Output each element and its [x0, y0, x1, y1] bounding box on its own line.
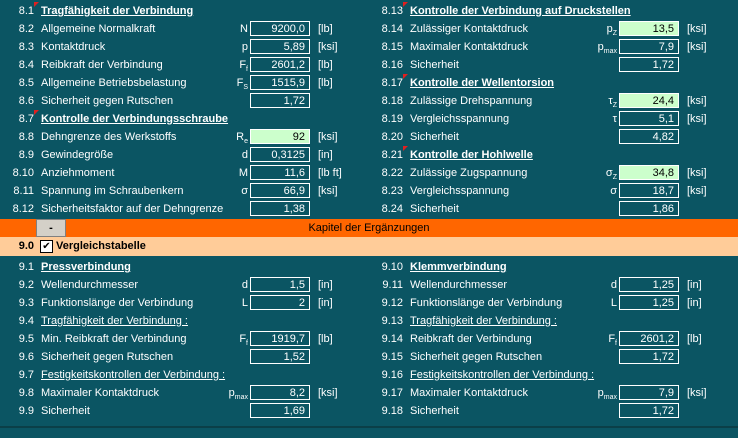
row-label: Min. Reibkraft der Verbindung	[41, 333, 187, 345]
row-number: 8.15	[381, 41, 403, 53]
symbol-subscript: Z	[612, 102, 617, 110]
row-number: 9.15	[381, 351, 403, 363]
value-cell: 7,9	[619, 39, 679, 54]
row-9-4	[0, 312, 369, 330]
row-9-17	[369, 384, 738, 402]
section-heading: Kontrolle der Verbindung auf Druckstellen	[410, 5, 631, 17]
unit-label: [in]	[687, 279, 702, 291]
row-label: Maximaler Kontaktdruck	[410, 387, 528, 399]
row-8-8	[0, 128, 369, 146]
row-number: 9.10	[381, 261, 403, 273]
row-label: Vergleichsspannung	[410, 185, 510, 197]
symbol-main: σ	[605, 167, 613, 179]
value-cell: 1,5	[250, 277, 310, 292]
section-heading: Pressverbindung	[41, 261, 131, 273]
symbol-subscript: Z	[612, 30, 617, 38]
symbol	[212, 20, 248, 38]
symbol	[212, 146, 248, 164]
symbol-main: τ	[612, 113, 617, 125]
value-cell: 1,72	[619, 403, 679, 418]
symbol-main: p	[606, 23, 613, 35]
row-number: 9.5	[18, 333, 34, 345]
row-8-3	[0, 38, 369, 56]
value-cell: 7,9	[619, 385, 679, 400]
row-number: 9.17	[381, 387, 403, 399]
value-cell: 1,72	[619, 57, 679, 72]
comment-marker-icon[interactable]	[34, 2, 39, 7]
row-9-13	[369, 312, 738, 330]
row-label: Sicherheit	[410, 131, 459, 143]
unit-label: [in]	[318, 297, 333, 309]
symbol-main: L	[241, 297, 248, 309]
symbol	[581, 110, 617, 128]
row-number: 9.7	[18, 369, 34, 381]
value-cell: 1,25	[619, 277, 679, 292]
symbol	[212, 276, 248, 294]
symbol-main: F	[608, 333, 616, 345]
row-label: Anziehmoment	[41, 167, 115, 179]
row-number: 9.3	[18, 297, 34, 309]
comment-marker-icon[interactable]	[403, 146, 408, 151]
value-input[interactable]: 13,5	[619, 21, 679, 36]
row-number: 8.16	[381, 59, 403, 71]
row-label: Sicherheit gegen Rutschen	[410, 351, 543, 363]
row-number: 8.3	[18, 41, 34, 53]
symbol-subscript: max	[234, 394, 248, 402]
value-input[interactable]: 92	[250, 129, 310, 144]
row-9-10	[369, 258, 738, 276]
symbol	[212, 164, 248, 182]
row-9-11	[369, 276, 738, 294]
row-label: Maximaler Kontaktdruck	[410, 41, 528, 53]
value-input[interactable]: 34,8	[619, 165, 679, 180]
row-9-9	[0, 402, 369, 420]
row-8-22	[369, 164, 738, 182]
value-cell: 0,3125	[250, 147, 310, 162]
value-cell: 1,25	[619, 295, 679, 310]
row-9-18	[369, 402, 738, 420]
row-number: 8.18	[381, 95, 403, 107]
unit-label: [ksi]	[318, 387, 338, 399]
symbol-main: σ	[241, 185, 248, 197]
unit-label: [lb ft]	[318, 167, 342, 179]
symbol-main: F	[239, 59, 247, 71]
symbol	[212, 294, 248, 312]
row-8-17	[369, 74, 738, 92]
row-8-7	[0, 110, 369, 128]
row-8-16	[369, 56, 738, 74]
unit-label: [lb]	[318, 23, 333, 35]
row-number: 9.2	[18, 279, 34, 291]
symbol-main: L	[610, 297, 617, 309]
unit-label: [ksi]	[318, 41, 338, 53]
row-8-6	[0, 92, 369, 110]
unit-label: [lb]	[687, 333, 702, 345]
symbol-main: p	[228, 387, 235, 399]
row-number: 9.14	[381, 333, 403, 345]
symbol-main: F	[236, 77, 244, 89]
row-8-12	[0, 200, 369, 218]
row-9-15	[369, 348, 738, 366]
unit-label: [ksi]	[687, 95, 707, 107]
row-number: 8.14	[381, 23, 403, 35]
symbol-subscript: f	[615, 340, 617, 348]
section-heading: Festigkeitskontrollen der Verbindung :	[410, 369, 595, 381]
row-label: Spannung im Schraubenkern	[41, 185, 184, 197]
chapter-bar: Kapitel der Ergänzungen	[0, 219, 738, 237]
row-label: Kontaktdruck	[41, 41, 106, 53]
unit-label: [ksi]	[687, 41, 707, 53]
row-8-2	[0, 20, 369, 38]
unit-label: [ksi]	[687, 167, 707, 179]
row-number: 8.12	[12, 203, 34, 215]
value-cell: 4,82	[619, 129, 679, 144]
row-label: Sicherheit gegen Rutschen	[41, 95, 174, 107]
row-number: 9.12	[381, 297, 403, 309]
row-label: Sicherheit	[410, 203, 459, 215]
row-number: 8.21	[381, 149, 403, 161]
symbol-subscript: max	[603, 48, 617, 56]
symbol-main: d	[610, 279, 617, 291]
row-number: 8.11	[13, 185, 34, 197]
row-8-5	[0, 74, 369, 92]
row-number: 8.13	[381, 5, 403, 17]
row-label: Sicherheit	[41, 405, 90, 417]
row-number: 8.5	[18, 77, 34, 89]
value-cell: 11,6	[250, 165, 310, 180]
symbol-main: p	[597, 387, 604, 399]
row-8-19	[369, 110, 738, 128]
symbol	[581, 182, 617, 200]
symbol-subscript: Z	[612, 174, 617, 182]
section-heading: Tragfähigkeit der Verbindung :	[410, 315, 557, 327]
row-label: Sicherheit	[410, 59, 459, 71]
row-number: 9.13	[381, 315, 403, 327]
symbol-main: τ	[608, 95, 613, 107]
section-heading: Kontrolle der Wellentorsion	[410, 77, 555, 89]
row-8-23	[369, 182, 738, 200]
row-9-5	[0, 330, 369, 348]
symbol-subscript: f	[246, 66, 248, 74]
row-number: 9.11	[382, 279, 403, 291]
unit-label: [lb]	[318, 77, 333, 89]
symbol-main: p	[597, 41, 604, 53]
vergleichstabelle-row	[0, 237, 738, 256]
row-label: Allgemeine Betriebsbelastung	[41, 77, 187, 89]
section-heading: Klemmverbindung	[410, 261, 507, 273]
value-cell: 1,38	[250, 201, 310, 216]
value-cell: 1515,9	[250, 75, 310, 90]
value-cell: 1,72	[619, 349, 679, 364]
row-label: Sicherheit gegen Rutschen	[41, 351, 174, 363]
value-cell: 2601,2	[250, 57, 310, 72]
symbol-main: F	[239, 333, 247, 345]
symbol-main: R	[236, 131, 245, 143]
row-label: Gewindegröße	[41, 149, 114, 161]
row-8-21	[369, 146, 738, 164]
row-label: Maximaler Kontaktdruck	[41, 387, 159, 399]
value-cell: 2601,2	[619, 331, 679, 346]
row-8-4	[0, 56, 369, 74]
section-heading: Tragfähigkeit der Verbindung :	[41, 315, 188, 327]
row-number: 9.16	[381, 369, 403, 381]
row-label: Zulässige Drehspannung	[410, 95, 533, 107]
row-number: 9.18	[381, 405, 403, 417]
row-9-6	[0, 348, 369, 366]
row-number: 9.6	[18, 351, 34, 363]
row-number: 8.23	[381, 185, 403, 197]
comment-marker-icon[interactable]	[34, 110, 39, 115]
row-8-18	[369, 92, 738, 110]
symbol-main: M	[238, 167, 248, 179]
unit-label: [lb]	[318, 333, 333, 345]
row-8-11	[0, 182, 369, 200]
row-number: 9.0	[18, 240, 34, 252]
symbol-subscript: max	[603, 394, 617, 402]
row-label: Dehngrenze des Werkstoffs	[41, 131, 177, 143]
unit-label: [ksi]	[687, 185, 707, 197]
unit-label: [ksi]	[687, 387, 707, 399]
row-number: 8.22	[381, 167, 403, 179]
value-cell: 5,89	[250, 39, 310, 54]
row-label: Reibkraft der Verbindung	[41, 59, 163, 71]
row-9-7	[0, 366, 369, 384]
value-cell: 1,86	[619, 201, 679, 216]
unit-label: [ksi]	[318, 131, 338, 143]
section-heading: Kontrolle der Hohlwelle	[410, 149, 533, 161]
row-label: Funktionslänge der Verbindung	[410, 297, 563, 309]
row-number: 8.20	[381, 131, 403, 143]
row-number: 9.4	[18, 315, 34, 327]
value-cell: 1919,7	[250, 331, 310, 346]
row-8-20	[369, 128, 738, 146]
section-heading: Kontrolle der Verbindungsschraube	[41, 113, 229, 125]
row-label: Sicherheit	[410, 405, 459, 417]
sheet-bottom-border	[0, 426, 738, 438]
symbol-main: d	[241, 279, 248, 291]
row-8-9	[0, 146, 369, 164]
symbol-main: σ	[610, 185, 617, 197]
symbol	[212, 182, 248, 200]
row-label: Zulässiger Kontaktdruck	[410, 23, 528, 35]
symbol-main: d	[241, 149, 248, 161]
row-label: Vergleichsspannung	[410, 113, 510, 125]
row-label: Reibkraft der Verbindung	[410, 333, 532, 345]
value-cell: 9200,0	[250, 21, 310, 36]
row-label: Wellendurchmesser	[41, 279, 139, 291]
row-number: 8.10	[12, 167, 34, 179]
row-label: Sicherheitsfaktor auf der Dehngrenze	[41, 203, 224, 215]
row-9-2	[0, 276, 369, 294]
unit-label: [lb]	[318, 59, 333, 71]
row-8-10	[0, 164, 369, 182]
row-8-14	[369, 20, 738, 38]
comment-marker-icon[interactable]	[403, 74, 408, 79]
row-9-14	[369, 330, 738, 348]
collapse-button[interactable]: -	[36, 219, 66, 237]
row-number: 8.4	[18, 59, 34, 71]
value-cell: 2	[250, 295, 310, 310]
row-9-3	[0, 294, 369, 312]
symbol-subscript: f	[246, 340, 248, 348]
symbol	[581, 276, 617, 294]
row-number: 8.8	[18, 131, 34, 143]
comment-marker-icon[interactable]	[403, 2, 408, 7]
row-9-16	[369, 366, 738, 384]
row-number: 9.9	[18, 405, 34, 417]
row-9-8	[0, 384, 369, 402]
value-cell: 1,69	[250, 403, 310, 418]
vergleichstabelle-label: Vergleichstabelle	[56, 240, 146, 252]
row-number: 9.1	[18, 261, 34, 273]
row-number: 8.19	[381, 113, 403, 125]
value-cell: 18,7	[619, 183, 679, 198]
row-label: Wellendurchmesser	[410, 279, 508, 291]
vergleichstabelle-checkbox[interactable]: ✔	[40, 240, 53, 253]
value-cell: 5,1	[619, 111, 679, 126]
row-label: Zulässige Zugspannung	[410, 167, 528, 179]
value-cell: 66,9	[250, 183, 310, 198]
row-8-24	[369, 200, 738, 218]
symbol-subscript: e	[244, 138, 248, 146]
row-number: 8.6	[18, 95, 34, 107]
row-number: 9.8	[18, 387, 34, 399]
symbol	[581, 294, 617, 312]
symbol-subscript: S	[243, 84, 248, 92]
row-8-13	[369, 2, 738, 20]
value-cell: 1,72	[250, 93, 310, 108]
value-cell: 8,2	[250, 385, 310, 400]
row-8-15	[369, 38, 738, 56]
value-cell: 1,52	[250, 349, 310, 364]
row-9-12	[369, 294, 738, 312]
row-8-1	[0, 2, 369, 20]
row-label: Allgemeine Normalkraft	[41, 23, 156, 35]
unit-label: [in]	[687, 297, 702, 309]
unit-label: [ksi]	[687, 113, 707, 125]
row-number: 8.7	[18, 113, 34, 125]
symbol-main: p	[241, 41, 248, 53]
row-number: 8.1	[18, 5, 34, 17]
row-label: Funktionslänge der Verbindung	[41, 297, 194, 309]
symbol	[212, 38, 248, 56]
section-heading: Tragfähigkeit der Verbindung	[41, 5, 194, 17]
section-heading: Festigkeitskontrollen der Verbindung :	[41, 369, 226, 381]
symbol-main: N	[240, 23, 248, 35]
unit-label: [ksi]	[687, 23, 707, 35]
unit-label: [in]	[318, 279, 333, 291]
row-9-1	[0, 258, 369, 276]
unit-label: [ksi]	[318, 185, 338, 197]
row-number: 8.9	[18, 149, 34, 161]
row-number: 8.2	[18, 23, 34, 35]
unit-label: [in]	[318, 149, 333, 161]
value-input[interactable]: 24,4	[619, 93, 679, 108]
row-number: 8.17	[381, 77, 403, 89]
row-number: 8.24	[381, 203, 403, 215]
